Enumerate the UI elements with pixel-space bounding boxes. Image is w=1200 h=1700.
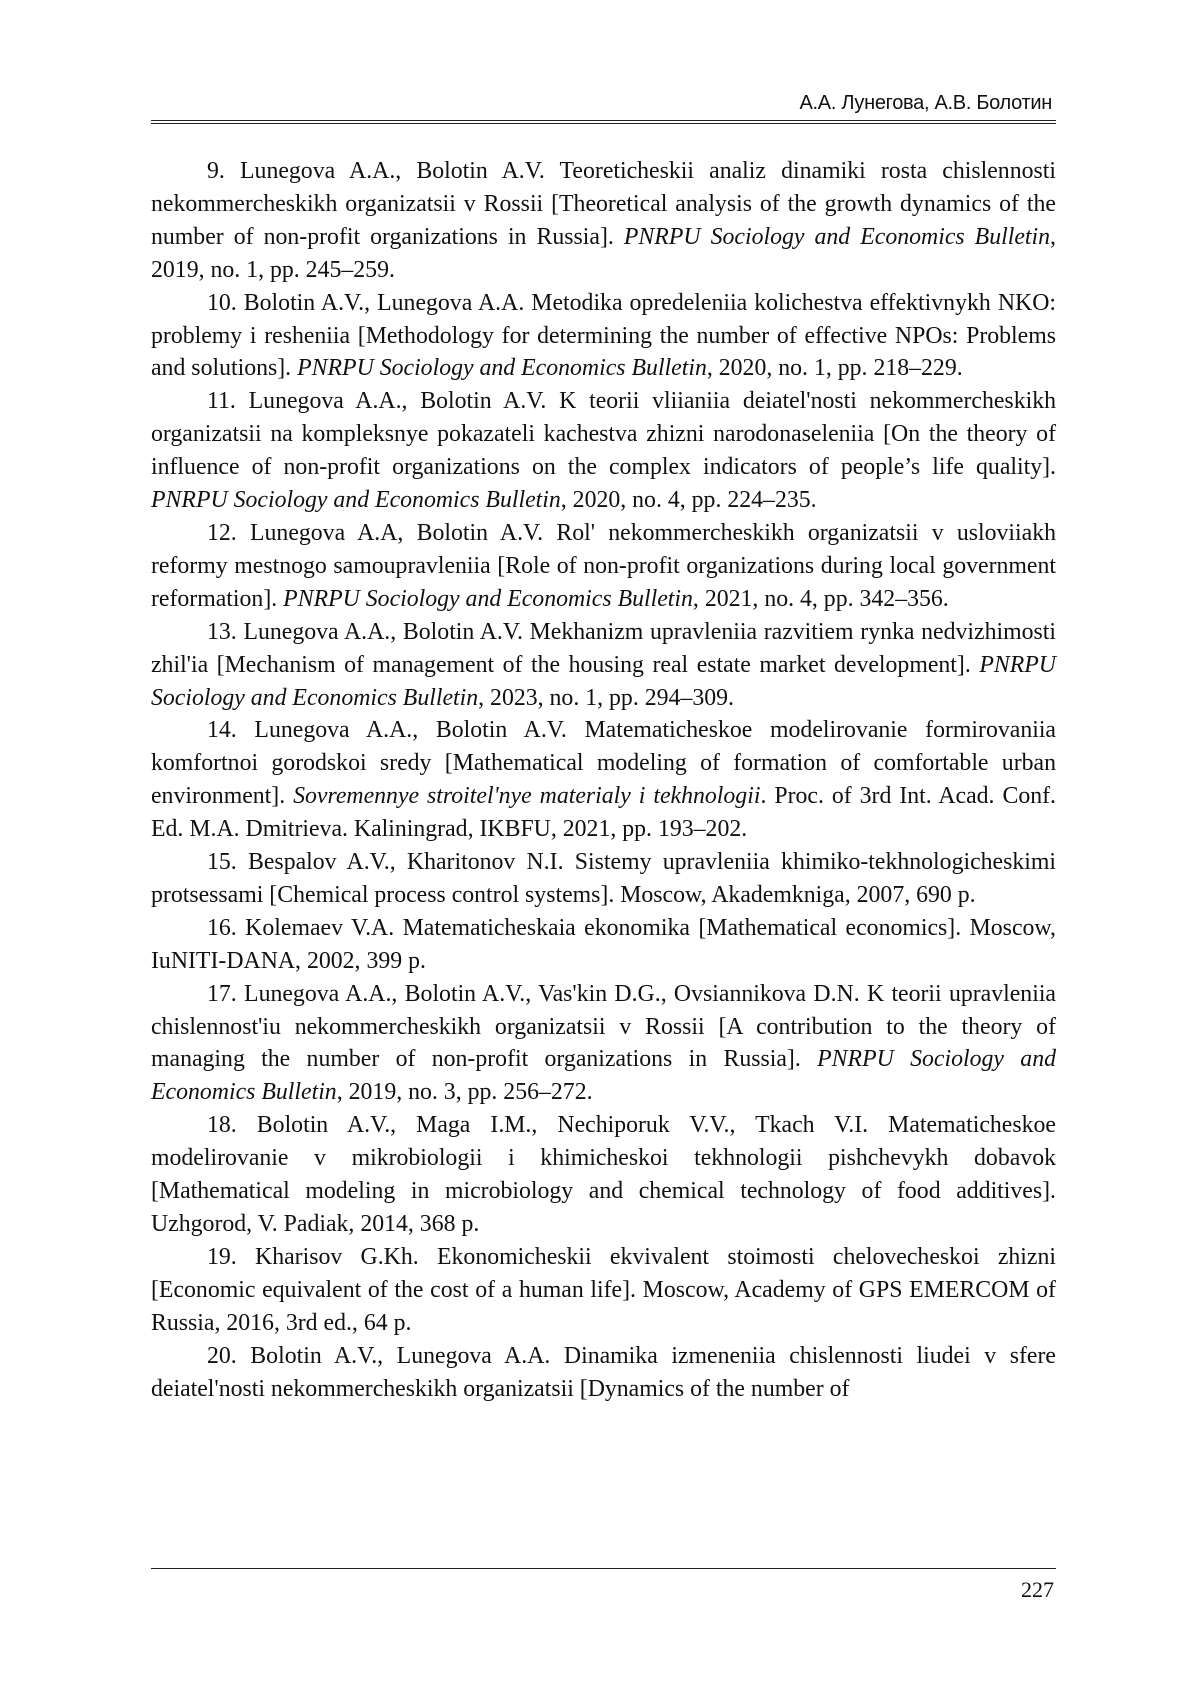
reference-text: 10. Bolotin A.V., Lunegova A.A. Metodika opredeleniia kolichestva effektivnykh NKO: problemy i resheniia [Methodology for determining the number of effective NPOs: Problems and solutions]. xyxy=(151,290,1056,382)
reference-text: 20. Bolotin A.V., Lunegova A.A. Dinamika izmeneniia chislennosti liudei v sfere deiatel'nosti nekommercheskikh organizatsii [Dynamics of the number of xyxy=(151,1343,1056,1402)
reference-text: 19. Kharisov G.Kh. Ekonomicheskii ekvivalent stoimosti chelovecheskoi zhizni [Economic equivalent of the cost of a human life]. Moscow, Academy of GPS EMERCOM of Russia, 2016, 3rd ed., 64 p. xyxy=(151,1244,1056,1336)
page xyxy=(0,0,1200,1700)
reference-text: 18. Bolotin A.V., Maga I.M., Nechiporuk V.V., Tkach V.I. Matematicheskoe modelirovanie v mikrobiologii i khimicheskoi tekhnologii pishchevykh dobavok [Mathematical modeling in microbiology and chemical technology of food additives]. Uzhgorod, V. Padiak, 2014, 368 p. xyxy=(151,1112,1056,1237)
page-number: 227 xyxy=(1021,1577,1054,1603)
reference-details: , 2019, no. 3, pp. 256–272. xyxy=(337,1079,593,1105)
reference-details: . Proc. of 3rd Int. Acad. Conf. Ed. M.A. Dmitrieva. Kaliningrad, IKBFU, 2021, pp. 193–202. xyxy=(151,783,1056,842)
reference-item-11 xyxy=(151,385,1056,517)
reference-item-10 xyxy=(151,287,1056,386)
reference-details: , 2021, no. 4, pp. 342–356. xyxy=(693,586,949,612)
reference-text: 15. Bespalov A.V., Kharitonov N.I. Sistemy upravleniia khimiko-tekhnologicheskimi protsessami [Chemical process control systems]. Moscow, Akademkniga, 2007, 690 p. xyxy=(151,849,1056,908)
reference-list xyxy=(151,155,1056,1405)
reference-text: 12. Lunegova A.A, Bolotin A.V. Rol' nekommercheskikh organizatsii v usloviiakh reformy mestnogo samoupravleniia [Role of non-profit organizations during local government reformation]. xyxy=(151,520,1056,612)
reference-text: 14. Lunegova A.A., Bolotin A.V. Matematicheskoe modelirovanie formirovaniia komfortnoi gorodskoi sredy [Mathematical modeling of formation of comfortable urban environment]. xyxy=(151,717,1056,809)
reference-item-19 xyxy=(151,1241,1056,1340)
header-double-rule xyxy=(151,120,1056,124)
reference-details: , 2020, no. 4, pp. 224–235. xyxy=(561,487,817,513)
reference-details: , 2020, no. 1, pp. 218–229. xyxy=(707,355,963,381)
reference-text: 9. Lunegova A.A., Bolotin A.V. Teoreticheskii analiz dinamiki rosta chislennosti nekommercheskikh organizatsii v Rossii [Theoretical analysis of the growth dynamics of the number of non-profit organizations in Russia]. xyxy=(151,158,1056,250)
reference-item-20 xyxy=(151,1340,1056,1406)
reference-item-15 xyxy=(151,846,1056,912)
reference-text: 11. Lunegova A.A., Bolotin A.V. K teorii vliianiia deiatel'nosti nekommercheskikh organizatsii na kompleksnye pokazateli kachestva zhizni narodonaseleniia [On the theory of influence of non-profit organizations on the complex indicators of people’s life quality]. xyxy=(151,388,1056,480)
reference-item-9 xyxy=(151,155,1056,287)
reference-item-18 xyxy=(151,1109,1056,1241)
reference-details: , 2023, no. 1, pp. 294–309. xyxy=(478,685,734,711)
reference-text: 13. Lunegova A.A., Bolotin A.V. Mekhanizm upravleniia razvitiem rynka nedvizhimosti zhil'ia [Mechanism of management of the housing real estate market development]. xyxy=(151,619,1056,678)
reference-item-14 xyxy=(151,714,1056,846)
reference-item-17 xyxy=(151,978,1056,1110)
reference-item-13 xyxy=(151,616,1056,715)
reference-journal: PNRPU Sociology and Economics Bulletin xyxy=(151,1046,1056,1105)
running-head: А.А. Лунегова, А.В. Болотин xyxy=(800,92,1053,115)
footer-rule xyxy=(151,1568,1056,1569)
reference-text: 17. Lunegova A.A., Bolotin A.V., Vas'kin D.G., Ovsiannikova D.N. K teorii upravleniia chislennost'iu nekommercheskikh organizatsii v Rossii [A contribution to the theory of managing the number of non-profit organizations in Russia]. xyxy=(151,981,1056,1073)
reference-details: , 2019, no. 1, pp. 245–259. xyxy=(151,224,1056,283)
reference-journal: PNRPU Sociology and Economics Bulletin xyxy=(151,652,1056,711)
reference-item-16 xyxy=(151,912,1056,978)
reference-journal: PNRPU Sociology and Economics Bulletin xyxy=(283,586,693,612)
reference-item-12 xyxy=(151,517,1056,616)
reference-journal: PNRPU Sociology and Economics Bulletin xyxy=(624,224,1050,250)
reference-text: 16. Kolemaev V.A. Matematicheskaia ekonomika [Mathematical economics]. Moscow, IuNITI-DANA, 2002, 399 p. xyxy=(151,915,1056,974)
reference-journal: PNRPU Sociology and Economics Bulletin xyxy=(151,487,561,513)
reference-journal: PNRPU Sociology and Economics Bulletin xyxy=(297,355,707,381)
reference-journal: Sovremennye stroitel'nye materialy i tekhnologii xyxy=(293,783,760,809)
